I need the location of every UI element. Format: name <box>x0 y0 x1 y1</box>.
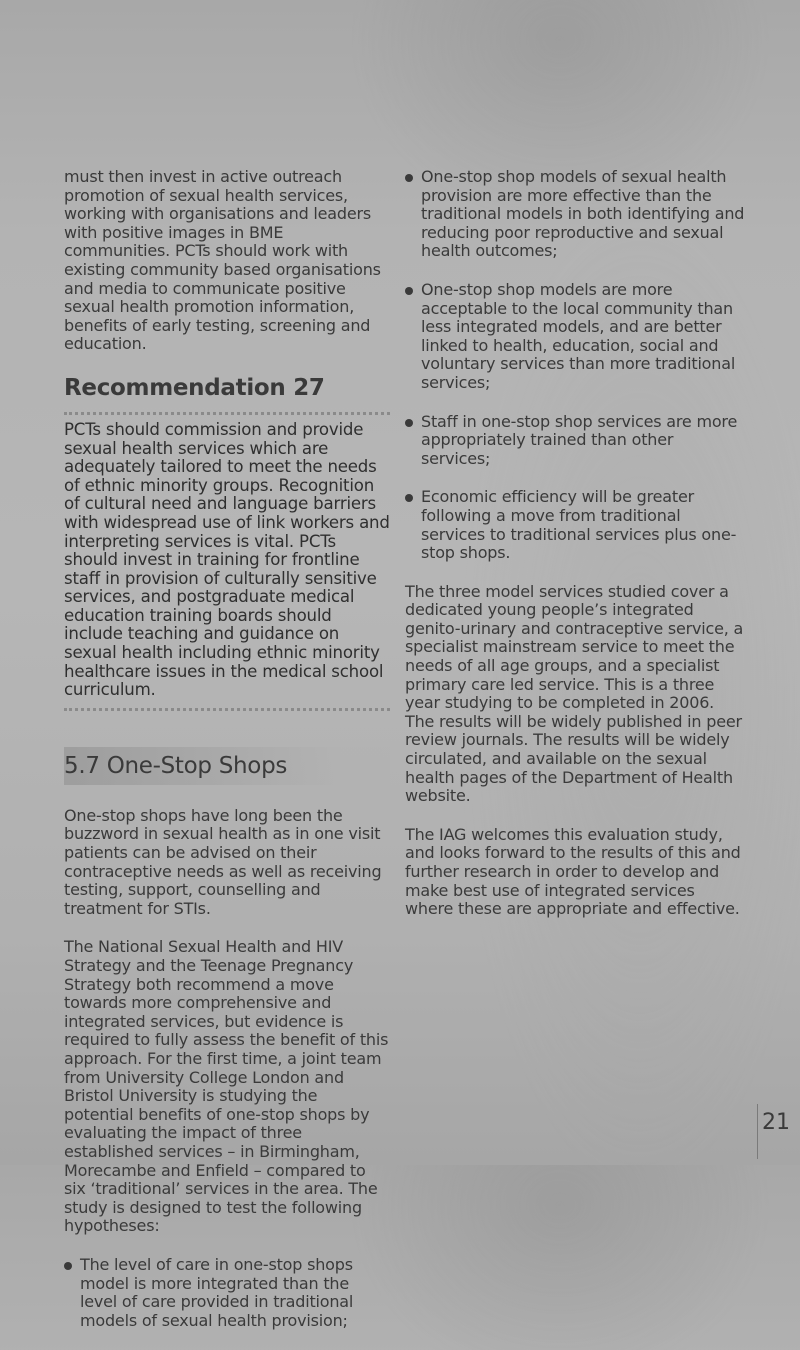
body-paragraph: One-stop shops have long been the buzzword in sexual health as in one visit patients can be advised on their contraceptive needs as well as receiving testing, support, counselling and treatment for STIs. <box>64 805 382 918</box>
list-item-text: The level of care in one-stop shops model is more integrated than the level of care provided in traditional models of sexual health provision; <box>80 1254 354 1330</box>
list-item-text: Staff in one-stop shop services are more appropriately trained than other services; <box>421 411 738 468</box>
body-paragraph: The three model services studied cover a dedicated young people’s integrated genito-urinary and contraceptive service, a specialist mainstream service to meet the needs of all age groups, and a specialist primary care led service. This is a three year studying to be completed in 2006. The results will be widely published in peer review journals. The results will be widely circulated, and available on the sexual health pages of the Department of Health website. <box>405 581 744 806</box>
page-edge-line <box>757 1104 758 1159</box>
list-item <box>405 488 745 562</box>
page-number: 21 <box>762 1110 790 1135</box>
section-heading-band <box>64 747 390 785</box>
list-item-text: Economic efficiency will be greater following a move from traditional services to traditional services plus one-stop shops. <box>421 487 737 563</box>
list-item <box>405 413 745 469</box>
left-column <box>64 168 390 1350</box>
list-item-text: One-stop shop models of sexual health provision are more effective than the traditional models in both identifying and reducing poor reproductive and sexual health outcomes; <box>421 167 745 261</box>
bullet-dot-icon <box>405 287 413 295</box>
hypotheses-list-left <box>64 1256 390 1330</box>
bullet-dot-icon <box>405 174 413 182</box>
bullet-dot-icon <box>405 494 413 502</box>
recommendation-title: Recommendation 27 <box>64 374 325 401</box>
list-item <box>405 281 745 393</box>
body-paragraph: The National Sexual Health and HIV Strategy and the Teenage Pregnancy Strategy both recommend a move towards more comprehensive and integrated services, but evidence is required to fully assess the benefit of this approach. For the first time, a joint team from University College London and Bristol University is studying the potential benefits of one-stop shops by evaluating the impact of three established services – in Birmingham, Morecambe and Enfield – compared to six ‘traditional’ services in the area. The study is designed to test the following hypotheses: <box>64 937 389 1236</box>
right-column <box>405 168 745 939</box>
intro-paragraph: must then invest in active outreach promotion of sexual health services, working with organisations and leaders with positive images in BME communities. PCTs should work with existing community based organisations and media to communicate positive sexual health promotion information, benefits of early testing, screening and education. <box>64 167 381 354</box>
body-paragraph: The IAG welcomes this evaluation study, and looks forward to the results of this and further research in order to develop and make best use of integrated services where these are appropriate and effective. <box>405 824 741 919</box>
faded-header-watermark <box>320 40 740 120</box>
recommendation-box <box>64 374 390 711</box>
dotted-divider-bottom <box>64 708 390 711</box>
list-item <box>64 1256 390 1330</box>
list-item <box>405 168 745 261</box>
bullet-dot-icon <box>405 419 413 427</box>
hypotheses-list-right <box>405 168 745 563</box>
bullet-dot-icon <box>64 1262 72 1270</box>
recommendation-body: PCTs should commission and provide sexual health services which are adequately tailored to meet the needs of ethnic minority groups. Recognition of cultural need and language barriers with widespread use of link workers and interpreting services is vital. PCTs should invest in training for frontline staff in provision of culturally sensitive services, and postgraduate medical education training boards should include teaching and guidance on sexual health including ethnic minority healthcare issues in the medical school curriculum. <box>64 419 390 700</box>
section-title: 5.7 One-Stop Shops <box>64 752 288 779</box>
list-item-text: One-stop shop models are more acceptable to the local community than less integrated models, and are better linked to health, education, social and voluntary services than more traditional services; <box>421 279 736 392</box>
